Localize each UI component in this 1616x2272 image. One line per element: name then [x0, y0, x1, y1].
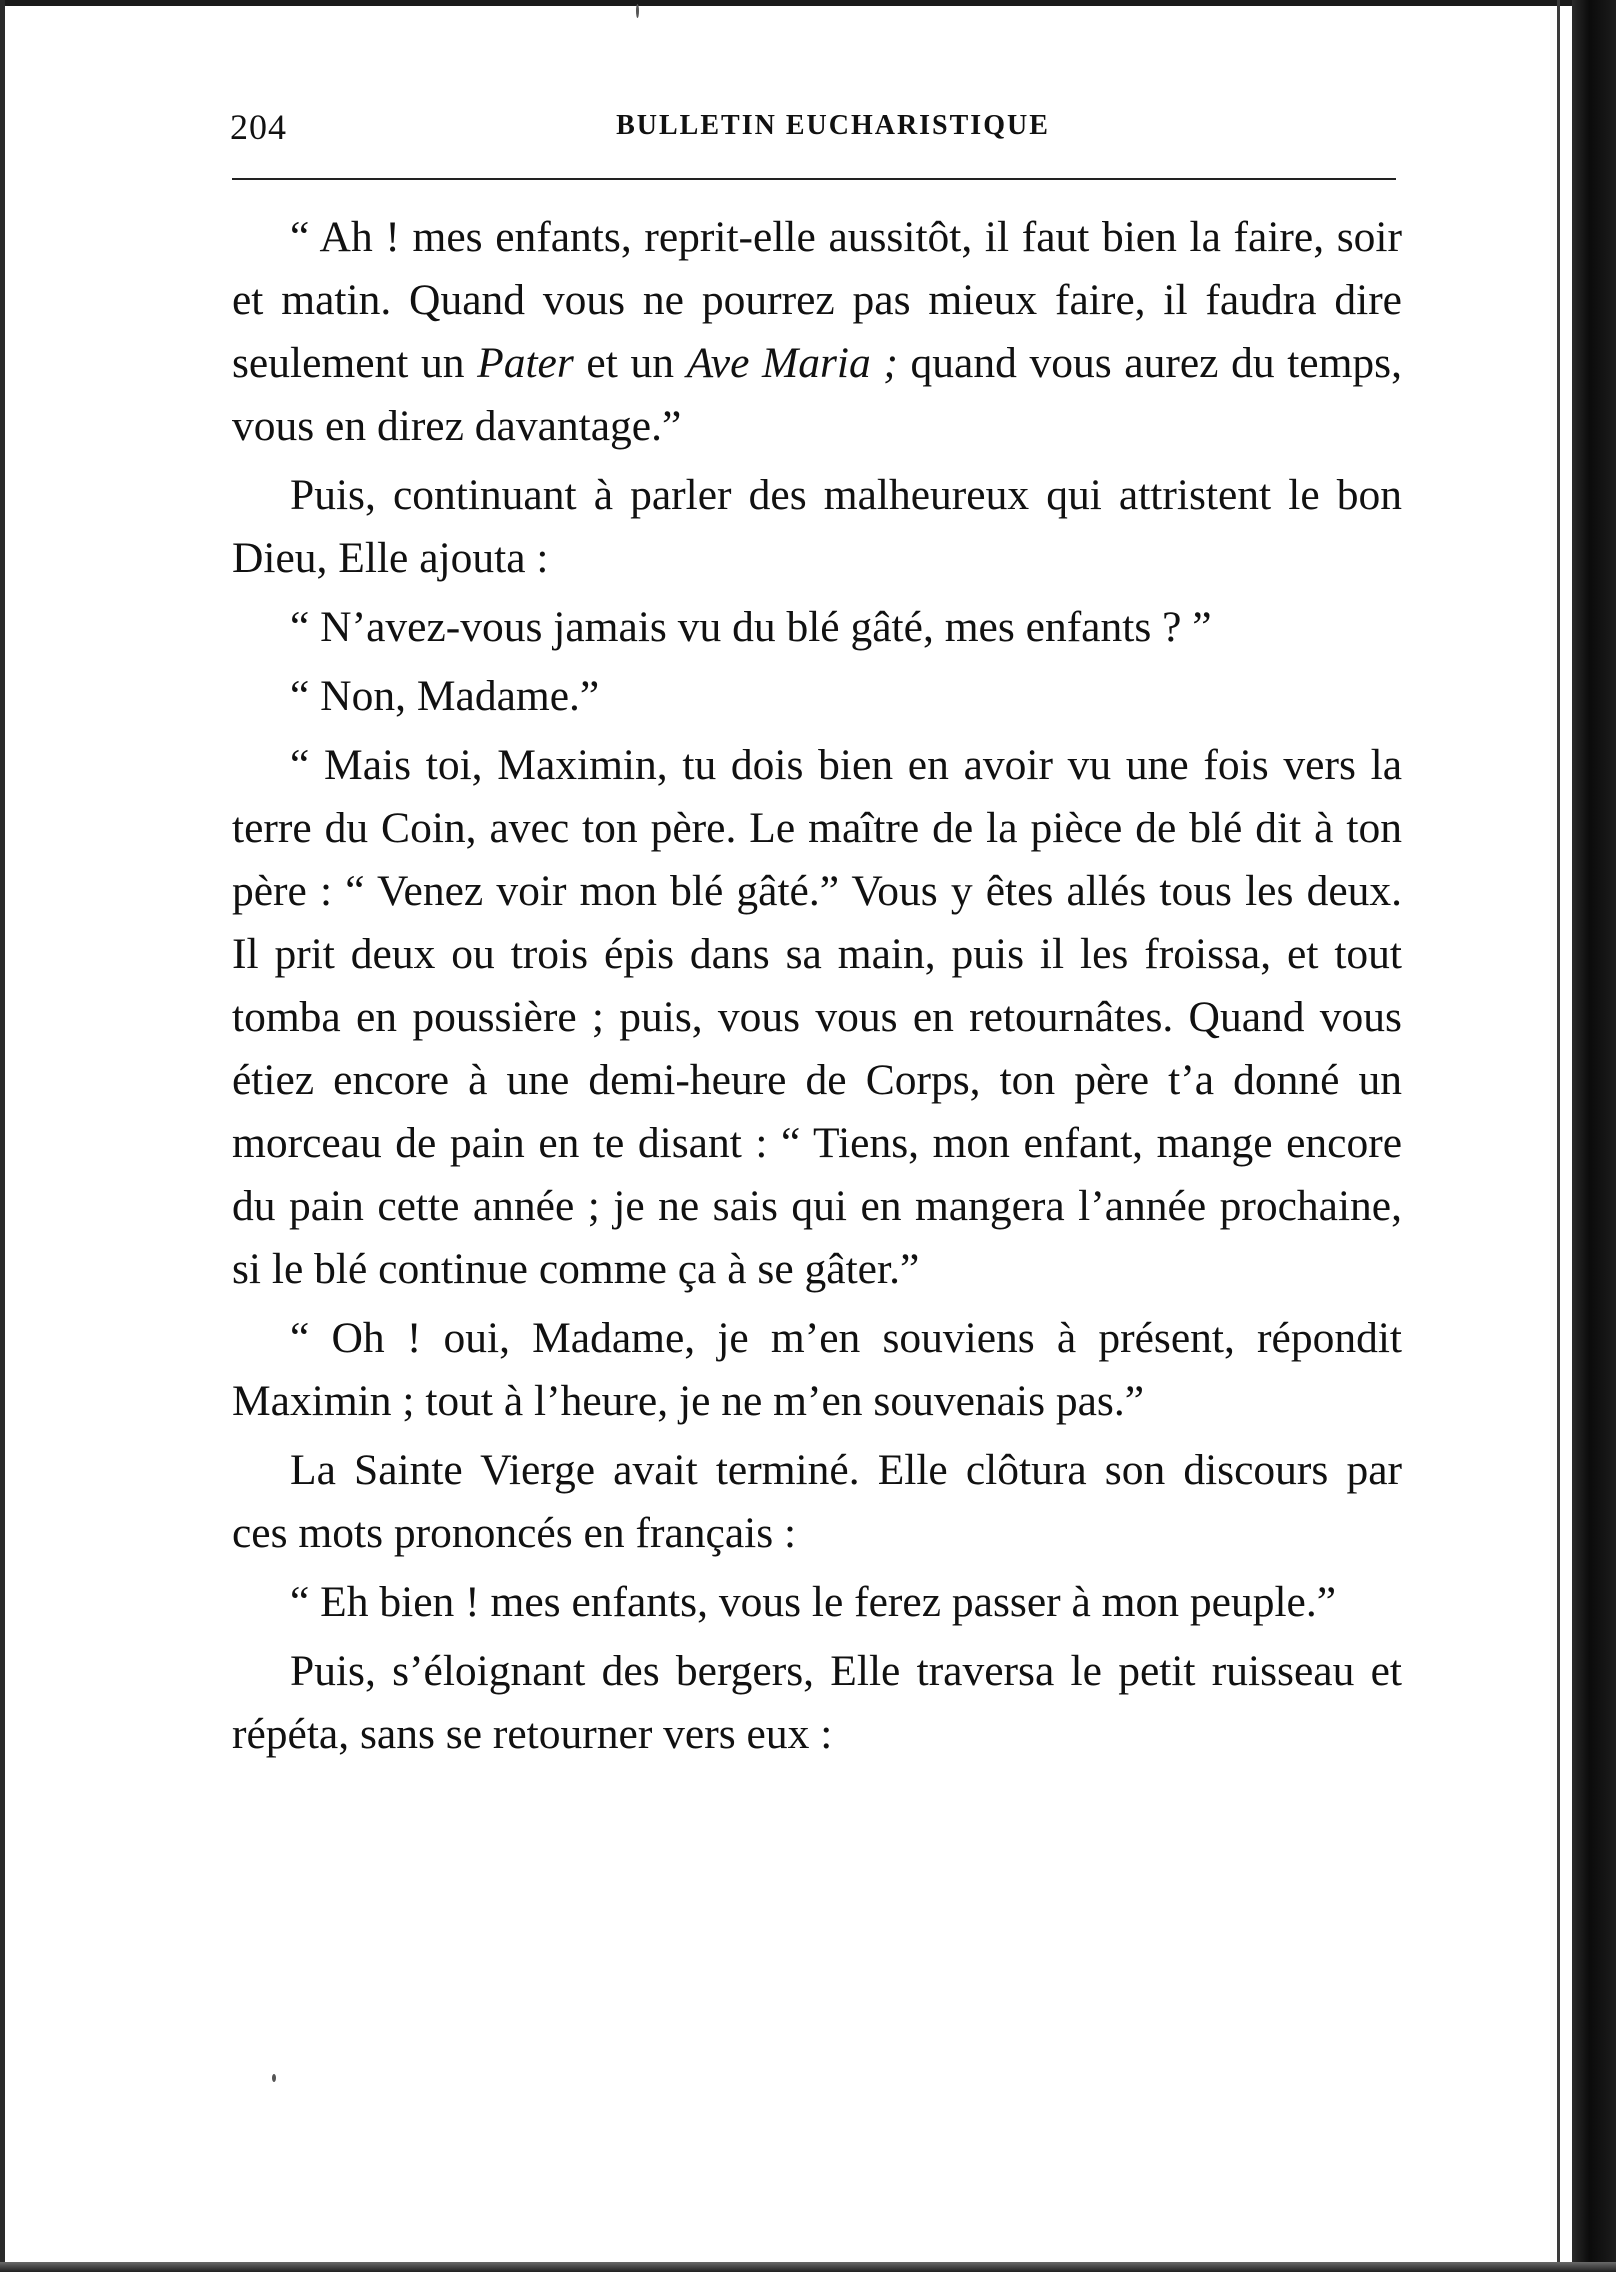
paragraph-1-italic-ave-maria: Ave Maria ;	[686, 339, 898, 387]
paragraph-1-text-a: “ Ah ! mes enfants, reprit-elle aussitôt, il faut bien la faire, soir et matin. Quand vous ne pourrez pas mieux faire, il faudra dire seulement un	[232, 213, 1402, 387]
scan-left-edge	[0, 0, 5, 2272]
paragraph-1	[232, 206, 1402, 458]
paragraph-9: Puis, s’éloignant des bergers, Elle traversa le petit ruisseau et répéta, sans se retourner vers eux :	[232, 1647, 1402, 1758]
page-header	[230, 106, 1396, 156]
paragraph-1-text-b: et un	[573, 339, 687, 387]
scan-page-border	[1557, 0, 1560, 2272]
paragraph-1-italic-pater: Pater	[477, 339, 574, 387]
scan-bottom-edge	[0, 2262, 1616, 2272]
scan-top-edge	[0, 0, 1616, 6]
paragraph-6: “ Oh ! oui, Madame, je m’en souviens à présent, répondit Maximin ; tout à l’heure, je ne m’en souvenais pas.”	[232, 1314, 1402, 1425]
paragraph-2: Puis, continuant à parler des malheureux qui attristent le bon Dieu, Elle ajouta :	[232, 471, 1402, 582]
paragraph-8: “ Eh bien ! mes enfants, vous le ferez passer à mon peuple.”	[290, 1578, 1337, 1626]
body-text	[232, 206, 1402, 1772]
page-number: 204	[230, 107, 287, 147]
paragraph-5: “ Mais toi, Maximin, tu dois bien en avoir vu une fois vers la terre du Coin, avec ton père. Le maître de la pièce de blé dit à ton père : “ Venez voir mon blé gâté.” Vous y êtes allés tous les deux. Il prit deux ou trois épis dans sa main, puis il les froissa, et tout tomba en poussière ; puis, vous vous en retournâtes. Quand vous étiez encore à une demi-heure de Corps, ton père t’a donné un morceau de pain en te disant : “ Tiens, mon enfant, mange encore du pain cette année ; je ne sais qui en mangera l’année prochaine, si le blé continue comme ça à se gâter.”	[232, 741, 1402, 1293]
scan-speck	[636, 4, 639, 18]
paragraph-4: “ Non, Madame.”	[290, 672, 600, 720]
paragraph-3: “ N’avez-vous jamais vu du blé gâté, mes enfants ? ”	[290, 603, 1212, 651]
scan-speck	[272, 2074, 276, 2082]
running-title: BULLETIN EUCHARISTIQUE	[616, 110, 1050, 141]
header-rule	[232, 178, 1396, 180]
paragraph-1-text-c: quand vous aurez du temps, vous en direz davantage.”	[232, 339, 1402, 450]
paragraph-7: La Sainte Vierge avait terminé. Elle clôtura son discours par ces mots prononcés en français :	[232, 1446, 1402, 1557]
scan-binding-edge	[1572, 0, 1616, 2272]
